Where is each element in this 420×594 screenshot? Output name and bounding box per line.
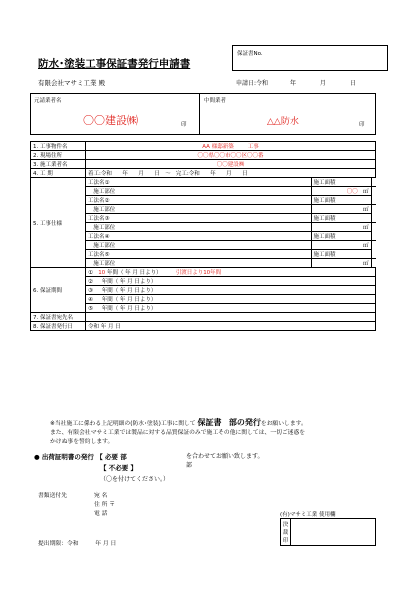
area-unit: ㎡ — [362, 225, 369, 231]
warranty-no: ⑤ — [88, 306, 93, 312]
area-unit: ㎡ — [362, 207, 369, 213]
row-label: 6. 保証期間 — [31, 268, 86, 313]
method-site-label: 施工部位 — [93, 225, 116, 231]
property-value-suffix: 工事 — [247, 144, 259, 150]
builder-value[interactable]: 〇〇建設㈱ — [86, 160, 376, 169]
issue-right-line1: を合わせてお願い致します。 — [186, 453, 264, 460]
method-site-label: 施工部位 — [93, 261, 116, 267]
area-label: 施工面積 — [311, 232, 371, 241]
warranty-row[interactable] — [86, 295, 376, 304]
method-name[interactable]: 工法名④ — [86, 232, 312, 241]
area-value[interactable] — [311, 223, 371, 232]
send-phone-field[interactable]: 電 話 — [94, 511, 108, 517]
warranty-text: 年間（ 年 月 日より） — [101, 288, 157, 294]
month-label: 月 — [319, 80, 326, 87]
note-line1c: 部の発行 — [228, 418, 261, 427]
deadline — [38, 538, 116, 547]
warranty-no: ③ — [88, 288, 93, 294]
cert-no-label: 保証書No. — [237, 51, 263, 57]
warranty-no: ① — [88, 270, 93, 276]
approval-stamp-box — [280, 518, 376, 546]
area-label: 施工面積 — [311, 196, 371, 205]
note-line1d: をお願いします。 — [260, 421, 307, 427]
row-label: 5. 工事仕様 — [31, 178, 86, 268]
row-label: 7. 保証書宛先名 — [31, 313, 86, 322]
row-builder — [31, 160, 376, 169]
area-value-number: 〇〇 — [346, 189, 358, 195]
warranty-row[interactable] — [86, 277, 376, 286]
warranty-no: ② — [88, 279, 93, 285]
row-label: 2. 現場住所 — [31, 151, 86, 160]
warranty-note: 引渡日より10年間 — [175, 270, 222, 276]
area-label: 施工面積 — [311, 250, 371, 259]
address-value[interactable]: 〇〇県〇〇市〇〇区〇〇番 — [86, 151, 376, 160]
cert-no-box[interactable] — [232, 45, 388, 71]
area-unit: ㎡ — [362, 243, 369, 249]
prime-contractor-label: 元請業者名 — [34, 98, 62, 104]
row-property — [31, 142, 376, 151]
note-line1a: ※当社施工に係わる上記明細の(防水･塗装)工事に関して — [50, 421, 196, 427]
area-value[interactable] — [311, 241, 371, 250]
area-value[interactable] — [311, 187, 371, 196]
year-label: 年 — [289, 80, 296, 87]
period-start: 着工:令和 — [88, 171, 112, 177]
issue-heading[interactable]: ● 出荷証明書の発行 【 必要 部 — [34, 453, 127, 461]
area-label: 施工面積 — [311, 178, 371, 187]
warranty-row[interactable] — [86, 268, 376, 277]
method-site-label: 施工部位 — [93, 207, 116, 213]
note-line2: また、有限会社マサミ工業では製品に対する品質保証のみで施工その他に関しては、一切ご迷惑を — [50, 430, 306, 436]
property-value[interactable] — [86, 142, 376, 151]
send-name-field[interactable]: 宛 名 — [94, 493, 108, 499]
intermediate-label: 中間業者 — [204, 98, 227, 104]
pledge-note — [50, 418, 380, 447]
row-address — [31, 151, 376, 160]
application-date-label: 申請日:令和 — [236, 80, 269, 87]
contractor-box — [30, 93, 376, 135]
area-value[interactable] — [311, 259, 371, 268]
document-title: 防水･塗装工事保証書発行申請書 — [38, 58, 191, 70]
area-value[interactable] — [311, 205, 371, 214]
prime-seal: 印 — [181, 122, 187, 128]
warranty-text: 年間（ 年 月 日より） — [101, 306, 157, 312]
property-value-prefix: AA 様邸新築 — [202, 144, 234, 150]
area-label: 施工面積 — [311, 214, 371, 223]
issue-hint: （〇を付けてください。） — [100, 476, 170, 483]
intermediate-seal: 印 — [359, 122, 365, 128]
warranty-text: 年間（ 年 月 日より） — [106, 270, 162, 276]
prime-contractor-name[interactable]: 〇〇建設㈱ — [83, 114, 138, 127]
method-site[interactable] — [86, 259, 312, 268]
warranty-row[interactable] — [86, 304, 376, 313]
row-label: 8. 保証書発行日 — [31, 322, 86, 331]
period-tilde: 〜 — [165, 171, 171, 177]
row-label: 1. 工事物件名 — [31, 142, 86, 151]
method-site[interactable] — [86, 241, 312, 250]
warranty-years: 10 — [98, 270, 106, 276]
warranty-text: 年間（ 年 月 日より） — [101, 297, 157, 303]
warranty-text: 年間（ 年 月 日より） — [101, 279, 157, 285]
method-site-label: 施工部位 — [93, 189, 116, 195]
warranty-no: ④ — [88, 297, 93, 303]
period-end: 完工:令和 — [175, 171, 200, 177]
cert-recipient-value[interactable] — [86, 313, 376, 322]
area-unit: ㎡ — [362, 189, 369, 195]
addressee: 有限会社マサミ工業 殿 — [38, 79, 106, 87]
deadline-parts: 年 月 日 — [95, 541, 117, 547]
send-label: 書類送付先 — [38, 493, 67, 499]
day-label: 日 — [349, 80, 356, 87]
intermediate-name[interactable]: △△防水 — [267, 117, 299, 127]
row-label: 3. 施工業者名 — [31, 160, 86, 169]
method-site[interactable] — [86, 223, 312, 232]
application-date — [236, 78, 356, 87]
send-address-field[interactable]: 住 所 〒 — [94, 502, 116, 508]
method-name[interactable]: 工法名① — [86, 178, 312, 187]
method-name[interactable]: 工法名② — [86, 196, 312, 205]
application-table — [30, 141, 376, 331]
warranty-row[interactable] — [86, 286, 376, 295]
method-name[interactable]: 工法名③ — [86, 214, 312, 223]
deadline-label: 提出期限：令和 — [38, 541, 79, 547]
method-site-label: 施工部位 — [93, 243, 116, 249]
period-value[interactable]: 着工:令和 年 月 日 〜 完工:令和 年 月 日 — [86, 169, 376, 178]
note-line3: かけぬ事を誓約します。 — [50, 439, 114, 445]
issue-right-line2: 部 — [186, 462, 193, 469]
method-site[interactable] — [86, 205, 312, 214]
area-unit: ㎡ — [362, 261, 369, 267]
row-period — [31, 169, 376, 178]
method-site[interactable] — [86, 187, 312, 196]
issue-right — [186, 452, 264, 470]
approval-stamp-label: 決裁印 — [281, 519, 291, 545]
row-label: 4. 工 期 — [31, 169, 86, 178]
cert-issue-date-value[interactable]: 令和 年 月 日 — [86, 322, 376, 331]
method-name[interactable]: 工法名⑤ — [86, 250, 312, 259]
internal-use-label: (有)マサミ工業 使用欄 — [280, 512, 336, 518]
issue-not-required[interactable]: 【 不必要 】 — [100, 464, 138, 472]
note-line1b: 保証書 — [197, 418, 222, 427]
